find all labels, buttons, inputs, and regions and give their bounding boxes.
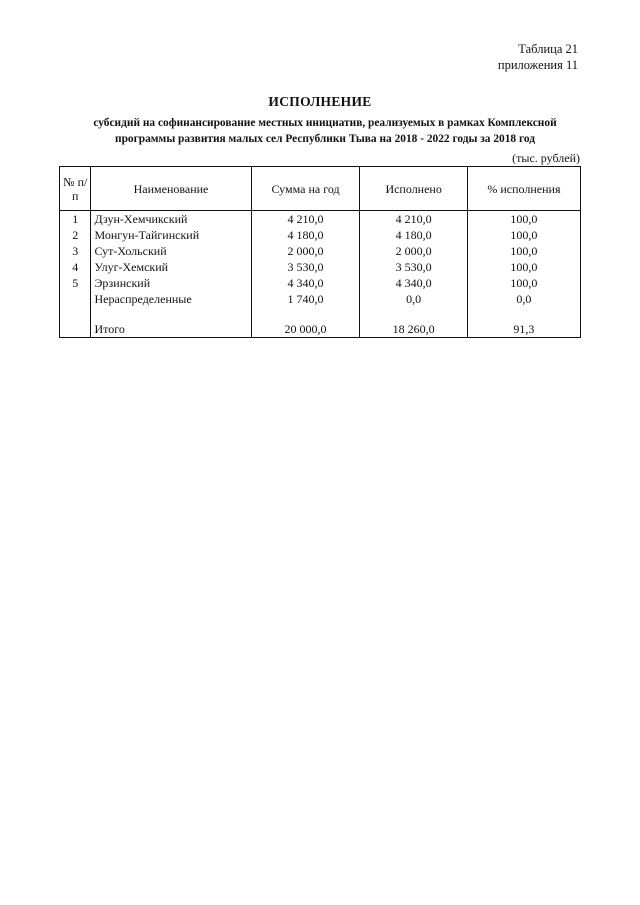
row-percent: 0,0: [467, 291, 580, 307]
table-total-row: [60, 319, 581, 338]
row-done: 4 210,0: [360, 211, 467, 228]
row-plan: 3 530,0: [251, 259, 360, 275]
row-percent: 100,0: [467, 259, 580, 275]
total-name: Итого: [91, 319, 251, 338]
appendix-reference: приложения 11: [497, 58, 578, 72]
table-row: [60, 211, 581, 228]
row-plan: 4 210,0: [251, 211, 360, 228]
row-done: 0,0: [360, 291, 467, 307]
row-plan: 2 000,0: [251, 243, 360, 259]
execution-table: [59, 166, 581, 338]
row-number: 1: [60, 211, 91, 228]
row-name: Эрзинский: [91, 275, 251, 291]
total-percent: 91,3: [467, 319, 580, 338]
document-subtitle: субсидий на софинансирование местных инициатив, реализуемых в рамках Комплексной программы развития малых сел Республики Тыва на 2018 - 2022 годы за 2018 год: [93, 117, 557, 145]
row-percent: 100,0: [467, 227, 580, 243]
row-done: 3 530,0: [360, 259, 467, 275]
column-header-number: [60, 167, 91, 211]
row-number: 3: [60, 243, 91, 259]
row-done: 2 000,0: [360, 243, 467, 259]
column-header-done: Исполнено: [360, 167, 467, 211]
row-done: 4 340,0: [360, 275, 467, 291]
row-name: Улуг-Хемский: [91, 259, 251, 275]
row-percent: 100,0: [467, 275, 580, 291]
total-done: 18 260,0: [360, 319, 467, 338]
table-row: [60, 227, 581, 243]
row-plan: 4 340,0: [251, 275, 360, 291]
row-plan: 4 180,0: [251, 227, 360, 243]
table-spacer-row: [60, 307, 581, 319]
row-percent: 100,0: [467, 211, 580, 228]
row-done: 4 180,0: [360, 227, 467, 243]
column-header-plan: Сумма на год: [251, 167, 360, 211]
row-name: Сут-Хольский: [91, 243, 251, 259]
row-percent: 100,0: [467, 243, 580, 259]
table-row: [60, 291, 581, 307]
row-name: Монгун-Тайгинский: [91, 227, 251, 243]
row-number: [60, 291, 91, 307]
column-header-name: Наименование: [91, 167, 251, 211]
total-plan: 20 000,0: [251, 319, 360, 338]
table-row: [60, 243, 581, 259]
row-plan: 1 740,0: [251, 291, 360, 307]
document-title: ИСПОЛНЕНИЕ: [268, 94, 372, 109]
row-name: Дзун-Хемчикский: [91, 211, 251, 228]
row-number: 2: [60, 227, 91, 243]
units-label: (тыс. рублей): [512, 151, 580, 165]
row-number: 4: [60, 259, 91, 275]
table-row: [60, 259, 581, 275]
table-reference: Таблица 21: [518, 42, 578, 56]
column-header-number-label: № п/п: [63, 174, 88, 203]
row-number: 5: [60, 275, 91, 291]
row-name: Нераспределенные: [91, 291, 251, 307]
column-header-percent: % исполнения: [467, 167, 580, 211]
table-header-row: [60, 167, 581, 211]
table-row: [60, 275, 581, 291]
total-number: [60, 319, 91, 338]
